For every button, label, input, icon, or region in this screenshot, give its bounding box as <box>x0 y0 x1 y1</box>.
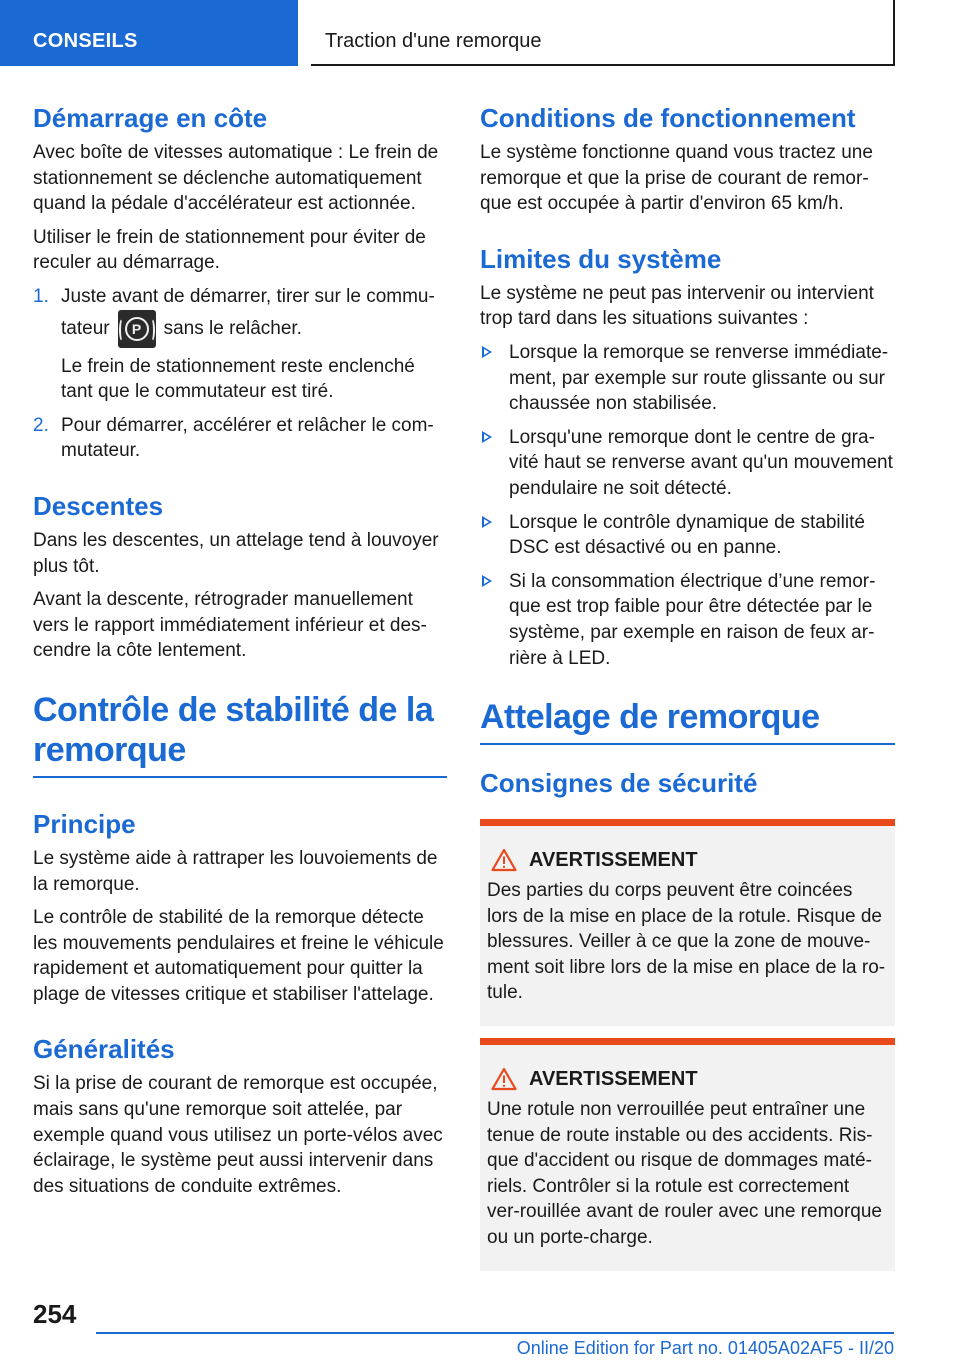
header-title: Traction d'une remorque <box>325 30 542 52</box>
paragraph: Dans les descentes, un attelage tend à louvoyer plus tôt. <box>33 529 439 577</box>
heading-general: Généralités <box>33 1034 175 1065</box>
bullet-triangle-icon <box>482 431 492 443</box>
step-number: 2. <box>33 414 49 436</box>
paragraph: Avec boîte de vitesses automatique : Le frein de stationnement se déclenche automatiquement quand la pédale d'accélérateur est actionnée. <box>33 142 439 215</box>
section-principle <box>33 808 447 1008</box>
step-item <box>33 413 447 464</box>
footer-divider <box>96 1332 894 1334</box>
header-section-tab <box>0 0 298 66</box>
heading-principle: Principe <box>33 808 136 839</box>
page-number: 254 <box>33 1299 77 1329</box>
limits-list <box>480 340 895 671</box>
list-item: Si la consommation électrique d’une remor-que est trop faible pour être détectée par le système, par exemple en raison de feux ar-rière à LED. <box>480 569 895 671</box>
header-section-label: CONSEILS <box>33 30 138 52</box>
parking-brake-icon-letter: P <box>131 320 142 337</box>
paragraph: Avant la descente, rétrograder manuellement vers le rapport immédiatement inférieur et des-cendre la côte lentement. <box>33 589 427 662</box>
bullet-triangle-icon <box>482 575 492 587</box>
bullet-triangle-icon <box>482 516 492 528</box>
bullet-triangle-icon <box>482 346 492 358</box>
warning-triangle-icon <box>491 848 517 872</box>
warning-header <box>487 1067 887 1091</box>
section-general <box>33 1033 447 1199</box>
warning-box <box>480 1038 895 1271</box>
step-number: 1. <box>33 285 49 307</box>
warning-title: AVERTISSEMENT <box>529 848 698 871</box>
warning-text: Des parties du corps peuvent être coincées lors de la mise en place de la rotule. Risque de blessures. Veiller à ce que la zone de mouve-ment soit libre lors de la mise en place de la ro-tule. <box>487 880 886 1004</box>
paragraph: Si la prise de courant de remorque est occupée, mais sans qu'une remorque soit attelée, par exemple quand vous utilisez un porte-vélos avec éclairage, le système peut aussi intervenir dans des situations de conduite extrêmes. <box>33 1073 443 1197</box>
step-item <box>33 284 447 405</box>
step-text: Pour démarrer, accélérer et relâcher le com-mutateur. <box>61 414 434 462</box>
section-limits <box>480 243 895 671</box>
chapter-heading-stability <box>33 690 447 778</box>
list-item: Lorsque le contrôle dynamique de stabilité DSC est désactivé ou en panne. <box>480 510 895 561</box>
heading-conditions: Conditions de fonctionnement <box>480 103 856 133</box>
header-title-box <box>311 0 895 66</box>
warning-triangle-icon <box>491 1067 517 1091</box>
warning-text: Une rotule non verrouillée peut entraîner une tenue de route instable ou des accidents. Ris-que d'accident ou risque de dommages maté-riels. Contrôler si la rotule est correctement ver-rouillée avant de rouler avec une remorque ou un porte-charge. <box>487 1099 882 1249</box>
paragraph: Le système aide à rattraper les louvoiements de la remorque. <box>33 847 438 895</box>
step-text-after: sans le relâcher. <box>163 317 302 339</box>
section-hill-start <box>33 102 447 464</box>
warning-box <box>480 819 895 1026</box>
step-note: Le frein de stationnement reste enclenché tant que le commutateur est tiré. <box>61 355 415 403</box>
warning-header <box>487 848 887 872</box>
section-descents <box>33 490 447 664</box>
heading-hill-start: Démarrage en côte <box>33 103 268 133</box>
warning-title: AVERTISSEMENT <box>529 1067 698 1090</box>
paragraph: Le contrôle de stabilité de la remorque détecte les mouvements pendulaires et freine le véhicule rapidement et automatiquement pour quitter la plage de vitesses critique et stabiliser l'attelage. <box>33 907 444 1005</box>
left-column <box>33 102 447 1207</box>
list-item: Lorsque la remorque se renverse immédiate-ment, par exemple sur route glissante ou sur chaussée non stabilisée. <box>480 340 895 417</box>
paragraph: Le système fonctionne quand vous tractez une remorque et que la prise de courant de remor-que est occupée à partir d'environ 65 km/h. <box>480 142 873 215</box>
list-item: Lorsqu'une remorque dont le centre de gra-vité haut se renverse avant qu'un mouvement pendulaire ne soit détecté. <box>480 425 895 502</box>
paragraph: Le système ne peut pas intervenir ou intervient trop tard dans les situations suivantes : <box>480 282 874 330</box>
right-column <box>480 102 895 1283</box>
parking-brake-icon <box>118 310 156 348</box>
heading-safety: Consignes de sécurité <box>480 768 758 799</box>
chapter-heading-hitch <box>480 697 895 745</box>
footer-edition: Online Edition for Part no. 01405A02AF5 - II/20 <box>516 1338 894 1358</box>
heading-stability: Contrôle de stabilité de la remorque <box>33 690 434 769</box>
heading-limits: Limites du système <box>480 243 722 274</box>
section-conditions <box>480 102 895 217</box>
step-text <box>61 284 447 348</box>
heading-descents: Descentes <box>33 490 164 521</box>
step-text-before: Juste avant de démarrer, tirer sur le commu-tateur <box>61 285 435 339</box>
steps-list <box>33 284 447 464</box>
paragraph: Utiliser le frein de stationnement pour éviter de reculer au démarrage. <box>33 226 426 274</box>
heading-hitch: Attelage de remorque <box>480 698 820 737</box>
section-safety <box>480 767 895 1271</box>
